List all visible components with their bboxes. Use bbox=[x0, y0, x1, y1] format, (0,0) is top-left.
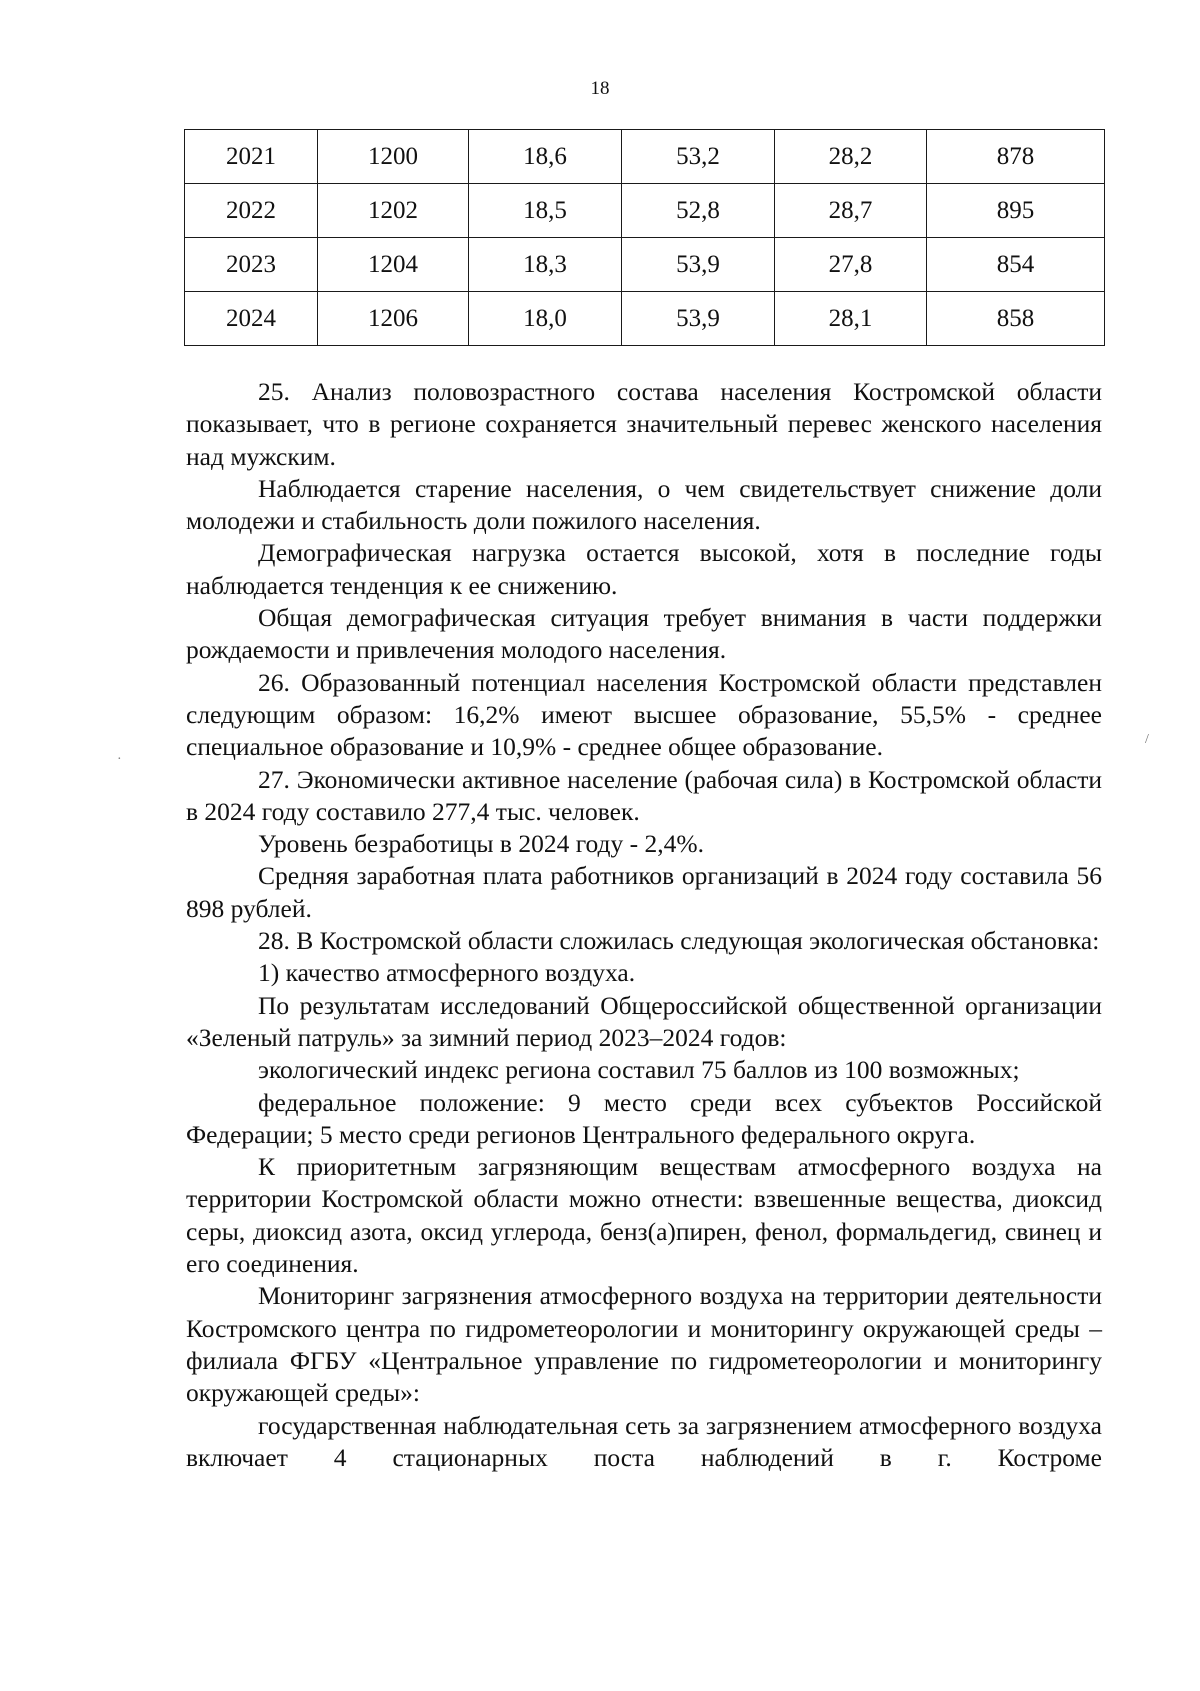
paragraph-general-situation: Общая демографическая ситуация требует внимания в части поддержки рождаемости и привлечения молодого населения. bbox=[186, 603, 1102, 665]
table-row bbox=[185, 184, 1105, 238]
table-cell: 28,7 bbox=[775, 184, 927, 238]
table-cell: 2024 bbox=[185, 292, 318, 346]
paragraph-demographic-load: Демографическая нагрузка остается высокой, хотя в последние годы наблюдается тенденция к ее снижению. bbox=[186, 538, 1102, 600]
page-number: 18 bbox=[590, 78, 610, 99]
table-cell: 52,8 bbox=[622, 184, 775, 238]
paragraph-air-quality: 1) качество атмосферного воздуха. bbox=[258, 958, 636, 988]
table-cell: 895 bbox=[927, 184, 1105, 238]
paragraph-26: 26. Образованный потенциал населения Костромской области представлен следующим образом: 16,2% имеют высшее образование, 55,5% - среднее специальное образование и 10,9% - среднее общее образование. bbox=[186, 667, 1102, 762]
table-cell: 878 bbox=[927, 130, 1105, 184]
table-cell: 28,1 bbox=[775, 292, 927, 346]
table-cell: 858 bbox=[927, 292, 1105, 346]
table-cell: 18,6 bbox=[469, 130, 622, 184]
table-cell: 18,3 bbox=[469, 238, 622, 292]
margin-dot: · bbox=[117, 752, 122, 767]
table-cell: 854 bbox=[927, 238, 1105, 292]
table-cell: 1206 bbox=[318, 292, 469, 346]
table-cell: 28,2 bbox=[775, 130, 927, 184]
table-cell: 2021 bbox=[185, 130, 318, 184]
paragraph-28: 28. В Костромской области сложилась следующая экологическая обстановка: bbox=[258, 926, 1100, 956]
paragraph-salary: Средняя заработная плата работников организаций в 2024 году составила 56 898 рублей. bbox=[186, 861, 1102, 923]
table-cell: 2023 bbox=[185, 238, 318, 292]
table-cell: 27,8 bbox=[775, 238, 927, 292]
paragraph-observation-network: государственная наблюдательная сеть за загрязнением атмосферного воздуха включает 4 стационарных поста наблюдений в г. Костроме bbox=[186, 1410, 1102, 1472]
table-cell: 53,2 bbox=[622, 130, 775, 184]
paragraph-federal-position: федеральное положение: 9 место среди всех субъектов Российской Федерации; 5 место среди регионов Центрального федерального округа. bbox=[186, 1087, 1102, 1149]
table-cell: 2022 bbox=[185, 184, 318, 238]
paragraph-unemployment: Уровень безработицы в 2024 году - 2,4%. bbox=[258, 829, 705, 859]
table-cell: 53,9 bbox=[622, 238, 775, 292]
table-cell: 53,9 bbox=[622, 292, 775, 346]
margin-mark: / bbox=[1145, 732, 1149, 747]
paragraph-monitoring: Мониторинг загрязнения атмосферного воздуха на территории деятельности Костромского центра по гидрометеорологии и мониторингу окружающей среды – филиала ФГБУ «Центральное управление по гидрометеорологии и мониторингу окружающей среды»: bbox=[186, 1281, 1102, 1408]
table-cell: 18,5 bbox=[469, 184, 622, 238]
body-text bbox=[186, 376, 1102, 1474]
paragraph-25: 25. Анализ половозрастного состава населения Костромской области показывает, что в регионе сохраняется значительный перевес женского населения над мужским. bbox=[186, 377, 1102, 471]
table-row bbox=[185, 238, 1105, 292]
demographics-table bbox=[184, 129, 1105, 346]
table-cell: 1200 bbox=[318, 130, 469, 184]
paragraph-27: 27. Экономически активное население (рабочая сила) в Костромской области в 2024 году составило 277,4 тыс. человек. bbox=[186, 764, 1102, 826]
table-cell: 1204 bbox=[318, 238, 469, 292]
table-cell: 1202 bbox=[318, 184, 469, 238]
paragraph-eco-index: экологический индекс региона составил 75 баллов из 100 возможных; bbox=[258, 1055, 1020, 1085]
paragraph-green-patrol: По результатам исследований Общероссийской общественной организации «Зеленый патруль» за зимний период 2023–2024 годов: bbox=[186, 990, 1102, 1052]
paragraph-aging: Наблюдается старение населения, о чем свидетельствует снижение доли молодежи и стабильность доли пожилого населения. bbox=[186, 473, 1102, 536]
paragraph-pollutants: К приоритетным загрязняющим веществам атмосферного воздуха на территории Костромской области можно отнести: взвешенные вещества, диоксид серы, диоксид азота, оксид углерода, бенз(а)пирен, фенол, формальдегид, свинец и его соединения. bbox=[186, 1152, 1102, 1279]
table-row bbox=[185, 292, 1105, 346]
table-row bbox=[185, 130, 1105, 184]
table-cell: 18,0 bbox=[469, 292, 622, 346]
